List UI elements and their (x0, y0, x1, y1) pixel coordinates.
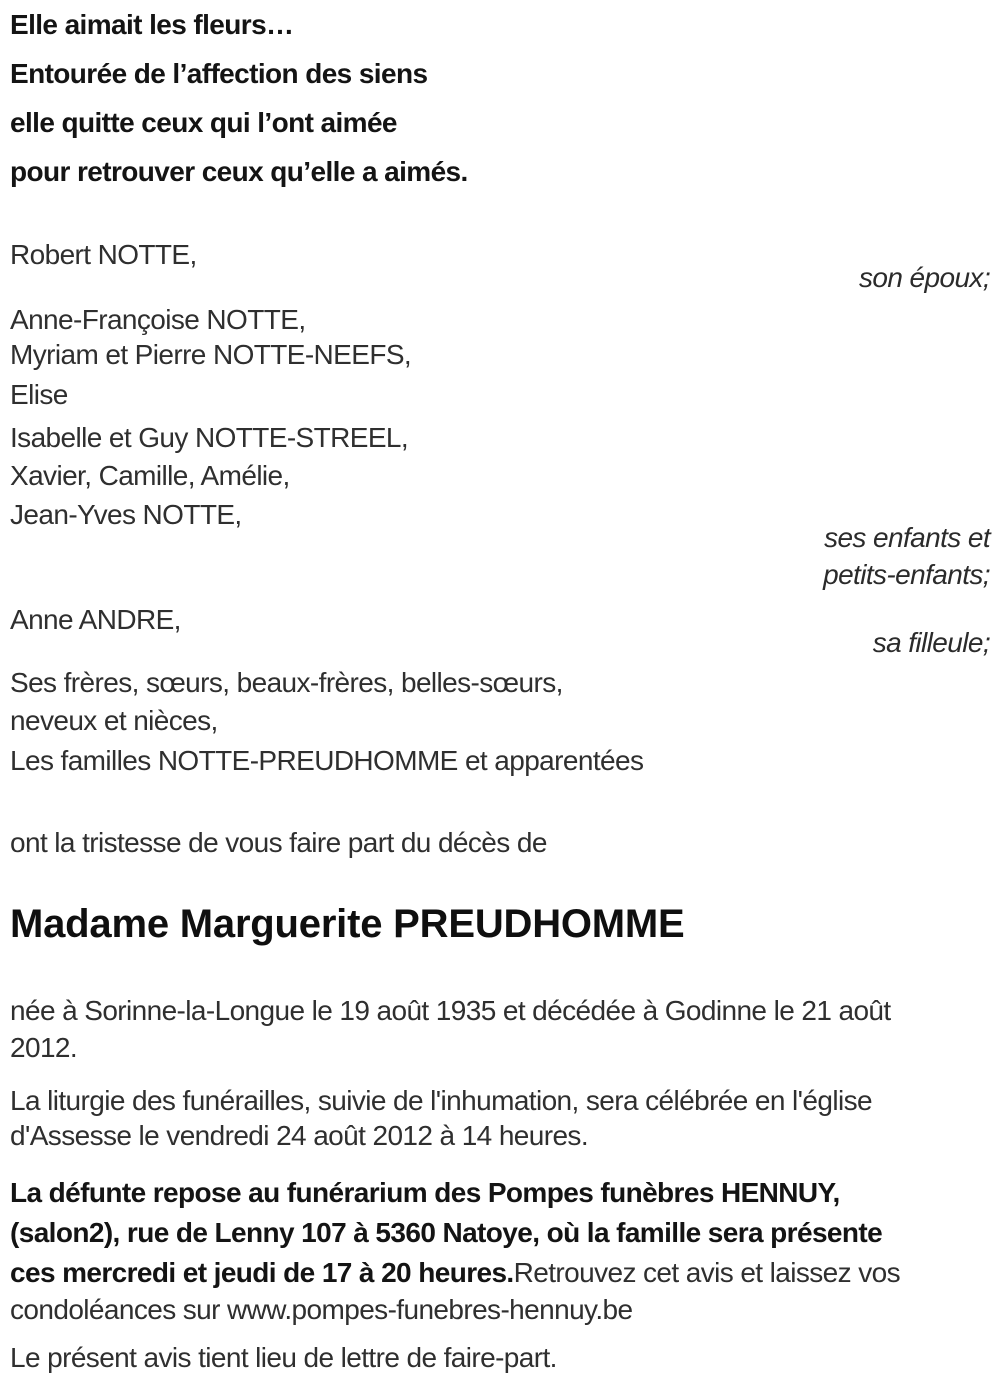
detail-line: d'Assesse le vendredi 24 août 2012 à 14 heures. (10, 1120, 589, 1151)
mourner-name: Elise (10, 379, 68, 410)
repose-line-mixed (10, 1259, 990, 1287)
closing-line: Le présent avis tient lieu de lettre de faire-part. (10, 1342, 557, 1373)
repose-bold-part: ces mercredi et jeudi de 17 à 20 heures. (10, 1257, 514, 1288)
mourner-name: Xavier, Camille, Amélie, (10, 460, 290, 491)
detail-line: La liturgie des funérailles, suivie de l'inhumation, sera célébrée en l'église (10, 1085, 872, 1116)
relation-label: son époux; (859, 262, 990, 293)
mourner-name: Ses frères, sœurs, beaux-frères, belles-sœurs, (10, 667, 563, 698)
epigraph-line: Elle aimait les fleurs… (10, 9, 294, 40)
mourner-name: Robert NOTTE, (10, 239, 197, 270)
detail-line: née à Sorinne-la-Longue le 19 août 1935 et décédée à Godinne le 21 août (10, 995, 891, 1026)
relation-label: sa filleule; (872, 627, 990, 658)
epigraph-line: elle quitte ceux qui l’ont aimée (10, 107, 397, 138)
relation-label: ses enfants et (824, 522, 990, 553)
epigraph-line: pour retrouver ceux qu’elle a aimés. (10, 156, 468, 187)
relation-label: petits-enfants; (823, 559, 990, 590)
detail-line: 2012. (10, 1032, 78, 1063)
repose-line-bold: (salon2), rue de Lenny 107 à 5360 Natoye, où la famille sera présente (10, 1217, 883, 1248)
mourner-name: Jean-Yves NOTTE, (10, 499, 242, 530)
mourner-name: neveux et nièces, (10, 705, 218, 736)
website-url: condoléances sur www.pompes-funebres-hennuy.be (10, 1294, 633, 1325)
repose-regular-part: Retrouvez cet avis et laissez vos (513, 1257, 900, 1288)
mourner-name: Isabelle et Guy NOTTE-STREEL, (10, 422, 409, 453)
deceased-name: Madame Marguerite PREUDHOMME (10, 902, 685, 946)
mourner-name: Myriam et Pierre NOTTE-NEEFS, (10, 339, 412, 370)
epigraph-line: Entourée de l’affection des siens (10, 58, 428, 89)
mourner-name: Les familles NOTTE-PREUDHOMME et apparentées (10, 745, 644, 776)
repose-line-bold: La défunte repose au funérarium des Pompes funèbres HENNUY, (10, 1177, 840, 1208)
announcement-text: ont la tristesse de vous faire part du décès de (10, 827, 547, 858)
mourner-name: Anne ANDRE, (10, 604, 181, 635)
mourner-name: Anne-Françoise NOTTE, (10, 304, 306, 335)
